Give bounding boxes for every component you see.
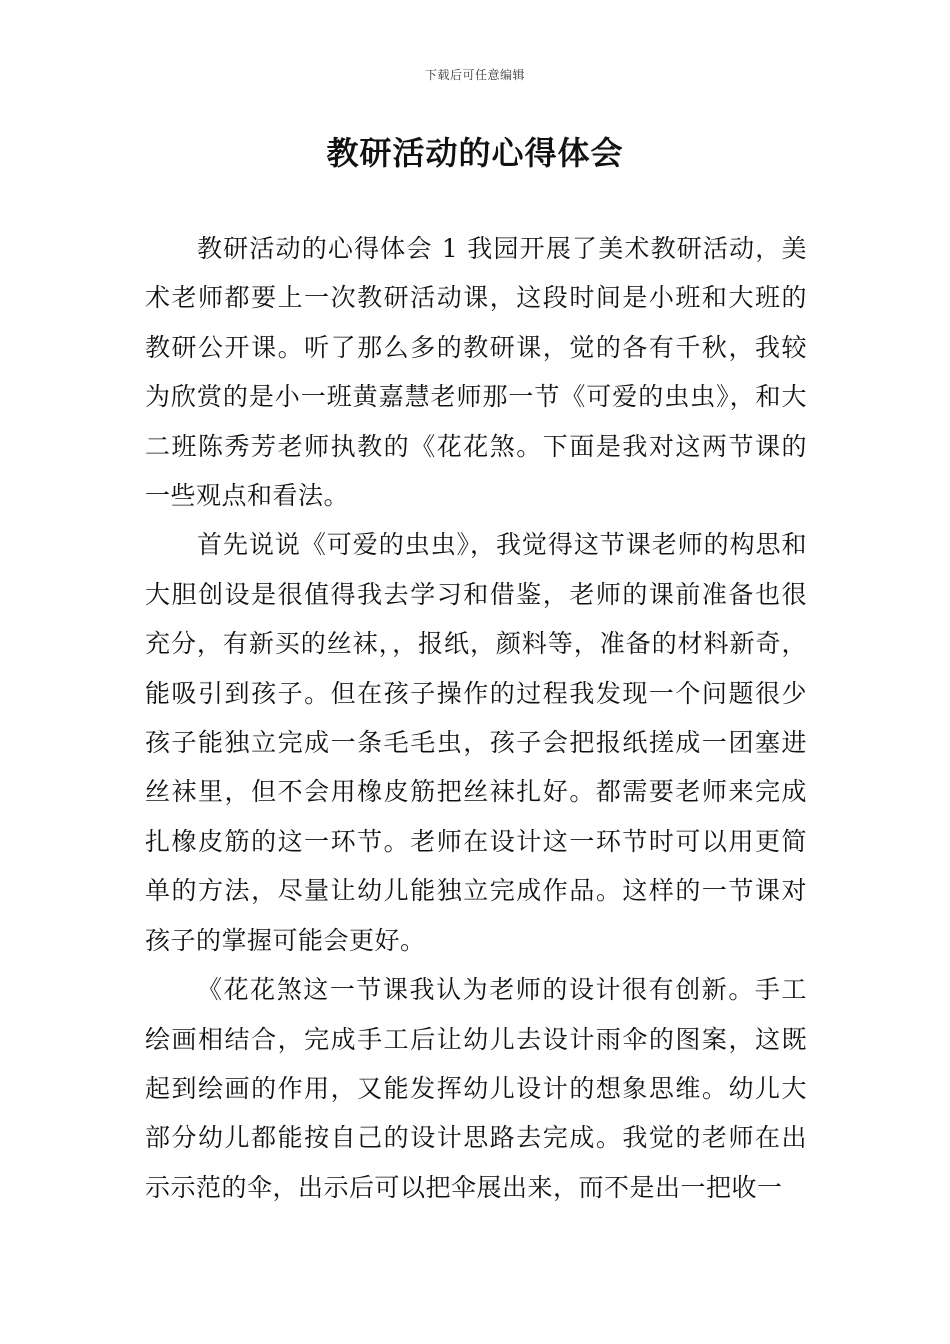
- paragraph: 首先说说《可爱的虫虫》，我觉得这节课老师的构思和大胆创设是很值得我去学习和借鉴，老师的课前准备也很充分，有新买的丝袜，，报纸，颜料等，准备的材料新奇，能吸引到孩子。但在孩子操作的过程我发现一个问题很少孩子能独立完成一条毛毛虫，孩子会把报纸搓成一团塞进丝袜里，但不会用橡皮筋把丝袜扎好。都需要老师来完成扎橡皮筋的这一环节。老师在设计这一环节时可以用更简单的方法，尽量让幼儿能独立完成作品。这样的一节课对孩子的掌握可能会更好。: [145, 530, 807, 955]
- document-title: 教研活动的心得体会: [326, 134, 624, 172]
- paragraph: 教研活动的心得体会 1 我园开展了美术教研活动，美术老师都要上一次教研活动课，这段时间是小班和大班的教研公开课。听了那么多的教研课，觉的各有千秋，我较为欣赏的是小一班黄嘉慧老师那一节《可爱的虫虫》，和大二班陈秀芳老师执教的《花花煞。下面是我对这两节课的一些观点和看法。: [145, 234, 807, 511]
- header-note: 下载后可任意编辑: [424, 68, 525, 82]
- paragraph: 《花花煞这一节课我认为老师的设计很有创新。手工绘画相结合，完成手工后让幼儿去设计雨伞的图案，这既起到绘画的作用，又能发挥幼儿设计的想象思维。幼儿大部分幼儿都能按自己的设计思路去完成。我觉的老师在出示示范的伞，出示后可以把伞展出来，而不是出一把收一: [145, 975, 807, 1202]
- document-body: [145, 224, 807, 1212]
